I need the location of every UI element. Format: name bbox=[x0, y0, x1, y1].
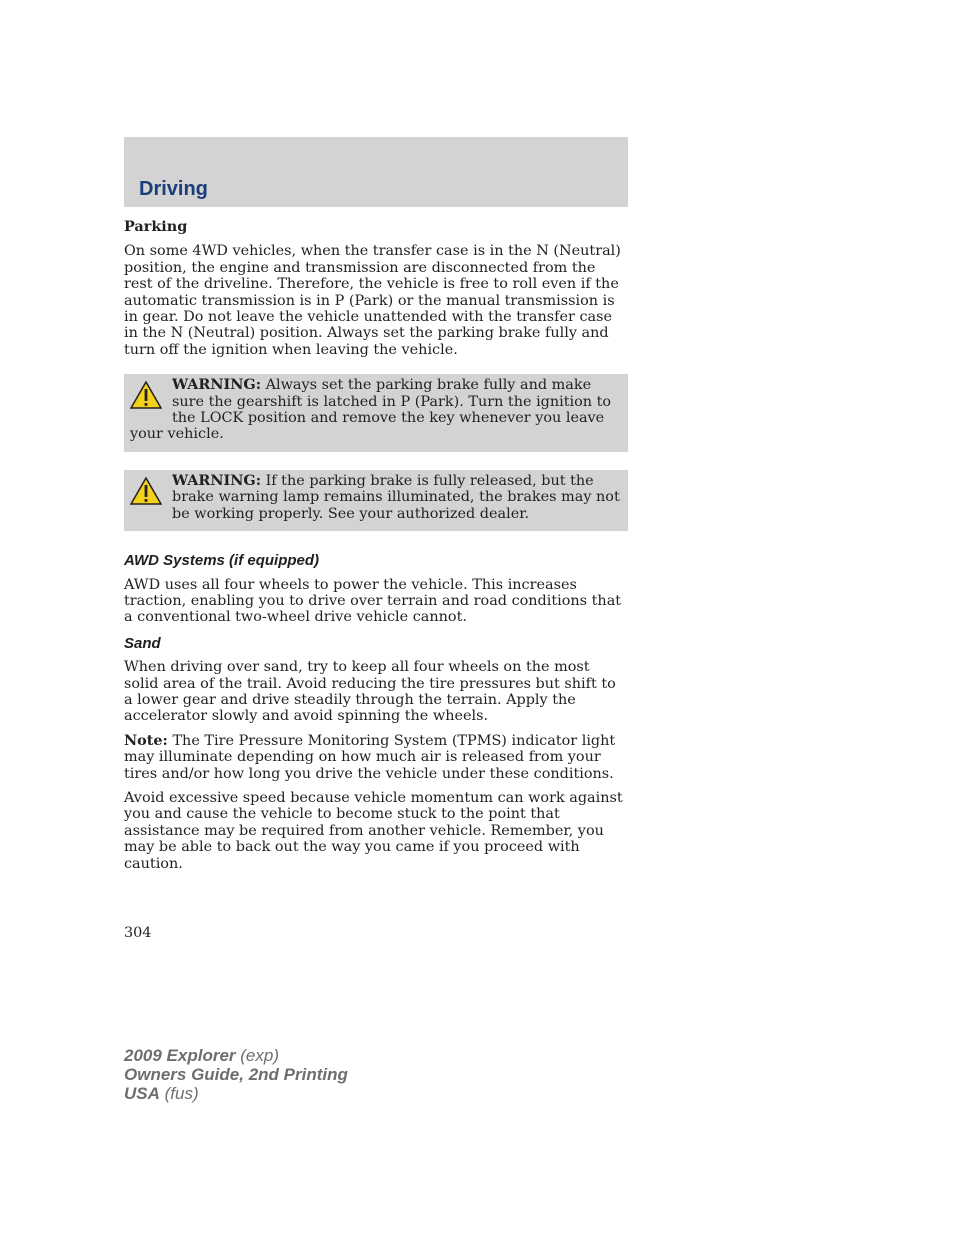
page-number: 304 bbox=[124, 925, 152, 941]
warning-text: If the parking brake is fully released, but the brake warning lamp remains illuminated, the brakes may not be working properly. See your authorized dealer. bbox=[172, 472, 620, 522]
sand-caution-paragraph: Avoid excessive speed because vehicle momentum can work against you and cause the vehicle to become stuck to the point that assistance may be required from another vehicle. Remember, you may be able to back out the way you came if you proceed with caution. bbox=[124, 789, 623, 872]
warning-triangle-icon bbox=[130, 476, 162, 506]
sand-heading: Sand bbox=[124, 634, 161, 652]
sand-note bbox=[124, 733, 628, 782]
note-label: Note: bbox=[124, 731, 168, 749]
warning-box-1 bbox=[124, 374, 628, 452]
warning-triangle-icon bbox=[130, 380, 162, 410]
footer-line-2: Owners Guide, 2nd Printing bbox=[124, 1065, 348, 1084]
warning-label: WARNING: bbox=[172, 376, 262, 394]
parking-paragraph: On some 4WD vehicles, when the transfer case is in the N (Neutral) position, the engine and transmission are disconnected from the rest of the driveline. Therefore, the vehicle is free to roll even if the automatic transmission is in P (Park) or the manual transmission is in gear. Do not leave the vehicle unattended with the transfer case in the N (Neutral) position. Always set the parking brake fully and turn off the ignition when leaving the vehicle. bbox=[124, 243, 621, 358]
warning-box-2 bbox=[124, 470, 628, 531]
awd-paragraph: AWD uses all four wheels to power the vehicle. This increases traction, enabling you to drive over terrain and road conditions that a conventional two-wheel drive vehicle cannot. bbox=[124, 576, 622, 626]
footer-line-3: USA (fus) bbox=[124, 1084, 199, 1103]
sand-paragraph: When driving over sand, try to keep all four wheels on the most solid area of the trail. Avoid reducing the tire pressures but shift to a lower gear and drive steadily through the terrain. Apply the accelerator slowly and avoid spinning the wheels. bbox=[124, 659, 616, 725]
footer-line-1: 2009 Explorer (exp) bbox=[124, 1046, 279, 1065]
parking-heading: Parking bbox=[124, 218, 188, 235]
page-content bbox=[124, 219, 628, 880]
document-footer bbox=[124, 1046, 348, 1103]
note-text: The Tire Pressure Monitoring System (TPMS) indicator light may illuminate depending on how much air is released from your tires and/or how long you drive the vehicle under these conditions. bbox=[124, 732, 616, 782]
warning-label: WARNING: bbox=[172, 471, 262, 489]
awd-heading: AWD Systems (if equipped) bbox=[124, 552, 320, 570]
section-title: Driving bbox=[139, 178, 208, 200]
warning-text: Always set the parking brake fully and make sure the gearshift is latched in P (Park). Turn the ignition to the LOCK position and remove the key whenever you leave your vehicle. bbox=[130, 377, 612, 443]
